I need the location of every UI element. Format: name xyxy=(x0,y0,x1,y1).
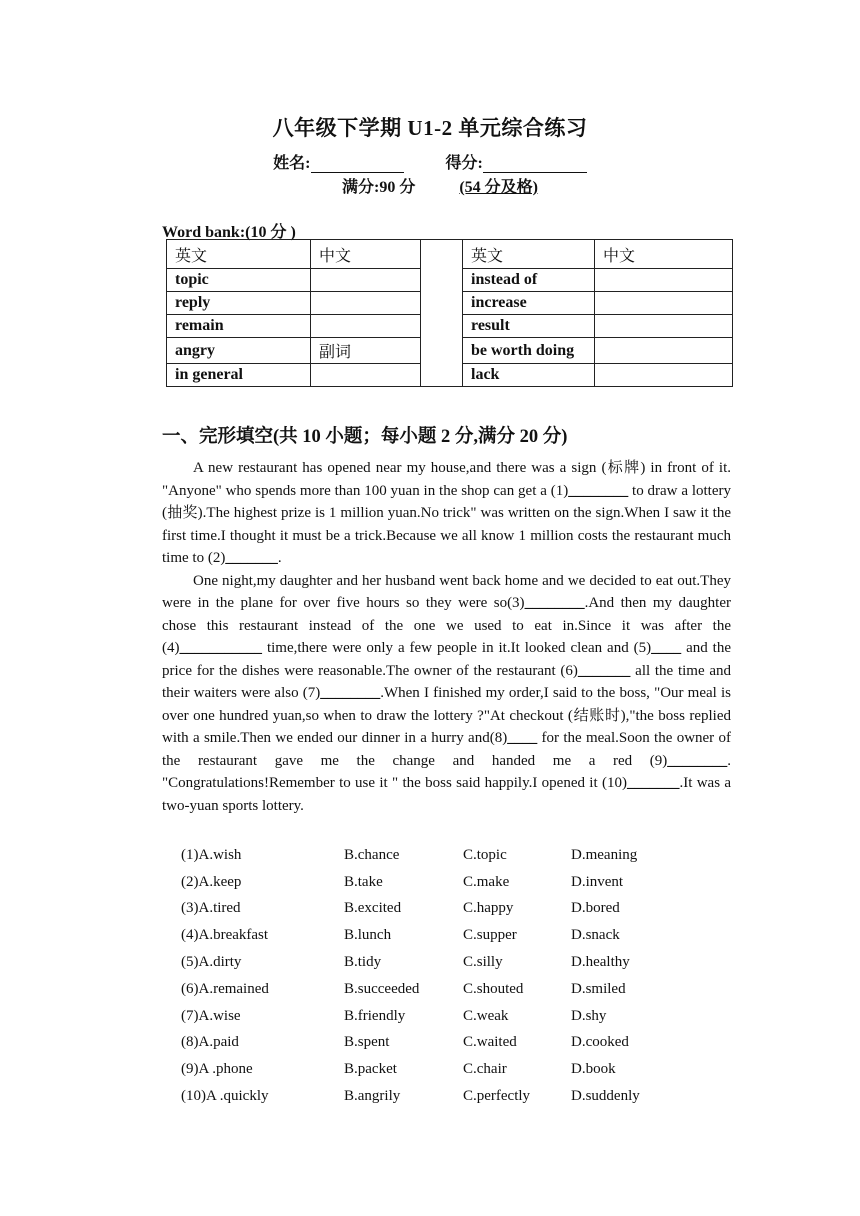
passage-text: all the time and their waiters were also (7) xyxy=(162,662,731,701)
passage-text: for the meal.Soon the owner of the restaurant gave me the change and handed me a red (9) xyxy=(162,730,731,769)
blank-1[interactable]: ________ xyxy=(568,482,629,499)
word-cn-answer[interactable] xyxy=(595,315,733,338)
option-d[interactable]: D.shy xyxy=(571,1007,607,1024)
passage-text: and the price for the dishes were reasonable.The owner of the restaurant (6) xyxy=(162,640,732,679)
word-en: lack xyxy=(463,364,595,387)
option-row xyxy=(181,976,671,1003)
option-c[interactable]: C.silly xyxy=(463,954,503,971)
option-b[interactable]: B.take xyxy=(344,873,383,890)
word-bank-title: Word bank:(10 分 ) xyxy=(162,224,296,241)
option-c[interactable]: C.perfectly xyxy=(463,1088,531,1105)
option-d[interactable]: D.bored xyxy=(571,900,620,917)
passage-text: time,there were only a few people in it.It looked clean and (5) xyxy=(262,640,652,656)
option-b[interactable]: B.succeeded xyxy=(344,980,420,997)
option-a[interactable]: (9)A .phone xyxy=(181,1061,253,1078)
header-english: 英文 xyxy=(167,240,311,269)
blank-8[interactable]: ____ xyxy=(507,730,538,746)
word-cn-answer[interactable] xyxy=(311,269,421,292)
option-a[interactable]: (3)A.tired xyxy=(181,900,241,917)
blank-7[interactable]: ________ xyxy=(320,685,381,701)
word-en: increase xyxy=(463,292,595,315)
score-blank[interactable] xyxy=(483,156,587,173)
pass-score-text: (54 分及格) xyxy=(459,179,539,196)
passage-text: .It was a two-yuan sports lottery. xyxy=(162,775,732,814)
full-score-text: 满分:90 分 xyxy=(342,179,416,196)
option-c[interactable]: C.happy xyxy=(463,900,514,917)
option-b[interactable]: B.tidy xyxy=(344,954,382,971)
word-cn-answer[interactable] xyxy=(595,364,733,387)
word-bank-table xyxy=(166,239,733,387)
passage-text: to draw a lottery (抽奖).The highest prize is 1 million yuan.No trick" was written on the sign.When I saw it the first time.I thought it must be a trick.Because we all know 1 million costs the restaurant much time to (2) xyxy=(162,482,731,566)
blank-2[interactable]: _______ xyxy=(225,550,278,566)
option-d[interactable]: D.healthy xyxy=(571,954,630,971)
passage-paragraph-1 xyxy=(162,457,731,570)
option-c[interactable]: C.topic xyxy=(463,846,507,863)
word-cn-answer[interactable] xyxy=(595,269,733,292)
option-d[interactable]: D.smiled xyxy=(571,980,626,997)
score-label: 得分: xyxy=(445,155,483,172)
passage-paragraph-2 xyxy=(162,570,731,818)
word-cn-answer[interactable] xyxy=(311,315,421,338)
option-d[interactable]: D.meaning xyxy=(571,846,638,863)
passage-text: One night,my daughter and her husband went back home and we decided to eat out.They were in the plane for over five hours so they were so(3) xyxy=(162,572,731,611)
passage-text: . xyxy=(277,550,282,566)
blank-10[interactable]: _______ xyxy=(626,775,680,791)
option-c[interactable]: C.chair xyxy=(463,1061,507,1078)
word-en: angry xyxy=(167,338,311,364)
option-a[interactable]: (6)A.remained xyxy=(181,980,269,997)
passage-text: . "Congratulations!Remember to use it " the boss said happily.I opened it (10) xyxy=(162,752,731,791)
passage-text: A new restaurant has opened near my house,and there was a sign (标牌) in front of it. "Anyone" who spends more than 100 yuan in the shop can get a (1) xyxy=(162,460,731,499)
word-en: result xyxy=(463,315,595,338)
table-gap-column xyxy=(421,240,463,387)
option-a[interactable]: (8)A.paid xyxy=(181,1034,239,1051)
option-a[interactable]: (5)A.dirty xyxy=(181,954,242,971)
word-en: remain xyxy=(167,315,311,338)
cloze-passage xyxy=(162,457,731,817)
section-cloze-title: 一、完形填空(共 10 小题；每小题 2 分,满分 20 分) xyxy=(162,427,568,447)
blank-3[interactable]: ________ xyxy=(524,595,585,611)
word-cn-hint[interactable]: 副词 xyxy=(311,338,421,364)
word-en: in general xyxy=(167,364,311,387)
option-b[interactable]: B.packet xyxy=(344,1061,397,1078)
option-row xyxy=(181,896,671,923)
name-label: 姓名: xyxy=(273,155,311,172)
option-c[interactable]: C.make xyxy=(463,873,510,890)
options-table xyxy=(181,842,671,1110)
passage-text: .When I finished my order,I said to the boss, "Our meal is over one hundred yuan,so when to draw the lottery ?"At checkout (结账时),"the boss replied with a smile.Then we ended our dinner in a hurry and(8) xyxy=(162,685,731,746)
option-b[interactable]: B.excited xyxy=(344,900,402,917)
word-bank-header-row xyxy=(167,240,733,269)
option-row xyxy=(181,922,671,949)
option-d[interactable]: D.snack xyxy=(571,927,620,944)
option-b[interactable]: B.angrily xyxy=(344,1088,401,1105)
option-b[interactable]: B.lunch xyxy=(344,927,392,944)
word-en: instead of xyxy=(463,269,595,292)
option-a[interactable]: (2)A.keep xyxy=(181,873,242,890)
option-row xyxy=(181,1003,671,1030)
word-cn-answer[interactable] xyxy=(311,292,421,315)
option-row xyxy=(181,842,671,869)
option-b[interactable]: B.spent xyxy=(344,1034,390,1051)
header-english: 英文 xyxy=(463,240,595,269)
header-chinese: 中文 xyxy=(311,240,421,269)
name-blank[interactable] xyxy=(311,156,404,173)
option-a[interactable]: (4)A.breakfast xyxy=(181,927,269,944)
option-b[interactable]: B.chance xyxy=(344,846,400,863)
option-d[interactable]: D.invent xyxy=(571,873,624,890)
option-row xyxy=(181,949,671,976)
header-chinese: 中文 xyxy=(595,240,733,269)
option-c[interactable]: C.shouted xyxy=(463,980,524,997)
word-cn-answer[interactable] xyxy=(595,292,733,315)
blank-4[interactable]: ___________ xyxy=(179,640,262,656)
option-a[interactable]: (10)A .quickly xyxy=(181,1088,269,1105)
option-d[interactable]: D.book xyxy=(571,1061,616,1078)
word-en: reply xyxy=(167,292,311,315)
student-info-line xyxy=(0,150,860,173)
option-d[interactable]: D.suddenly xyxy=(571,1088,640,1105)
option-b[interactable]: B.friendly xyxy=(344,1007,406,1024)
worksheet-title: 八年级下学期 U1-2 单元综合练习 xyxy=(272,116,588,140)
option-row xyxy=(181,1083,671,1110)
blank-6[interactable]: _______ xyxy=(577,662,631,679)
blank-5[interactable]: ____ xyxy=(651,640,682,656)
option-d[interactable]: D.cooked xyxy=(571,1034,629,1051)
option-row xyxy=(181,1030,671,1057)
option-a[interactable]: (1)A.wish xyxy=(181,846,242,863)
option-c[interactable]: C.waited xyxy=(463,1034,517,1051)
option-row xyxy=(181,1056,671,1083)
word-cn-answer[interactable] xyxy=(311,364,421,387)
blank-9[interactable]: ________ xyxy=(667,752,728,769)
word-en: be worth doing xyxy=(463,338,595,364)
option-row xyxy=(181,869,671,896)
word-cn-answer[interactable] xyxy=(595,338,733,364)
option-c[interactable]: C.supper xyxy=(463,927,517,944)
word-en: topic xyxy=(167,269,311,292)
option-a[interactable]: (7)A.wise xyxy=(181,1007,241,1024)
option-c[interactable]: C.weak xyxy=(463,1007,509,1024)
score-info-line xyxy=(342,174,538,197)
passage-text: .And then my daughter chose this restaurant instead of the one we used to eat in.Since it was after the (4) xyxy=(162,595,731,656)
